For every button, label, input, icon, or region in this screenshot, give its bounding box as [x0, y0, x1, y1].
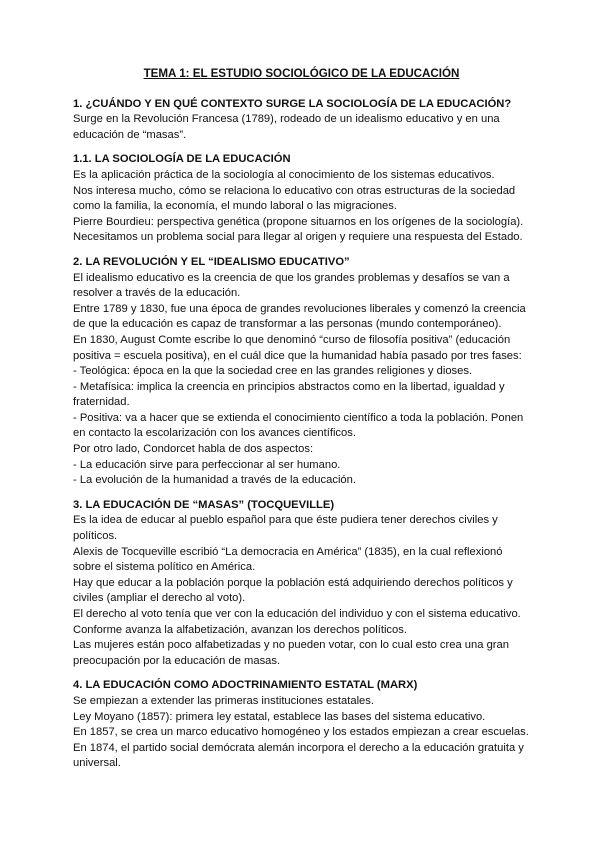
section-heading: 4. LA EDUCACIÓN COMO ADOCTRINAMIENTO ESTATAL (MARX) [73, 679, 418, 692]
section-heading: 1.1. LA SOCIOLOGÍA DE LA EDUCACIÓN [73, 153, 291, 166]
paragraph-line: Ley Moyano (1857): primera ley estatal, establece las bases del sistema educativo. [73, 710, 486, 723]
paragraph-line: sobre el sistema político en América. [73, 561, 256, 574]
paragraph-line: - Teológica: época en la que la sociedad cree en las grandes religiones y dioses. [73, 365, 473, 378]
section-3 [73, 255, 530, 489]
paragraph-line: universal. [73, 757, 121, 770]
paragraph-line: En 1874, el partido social demócrata alemán incorpora el derecho a la educación gratuita y [73, 741, 524, 754]
paragraph-line: Entre 1789 y 1830, fue una época de grandes revoluciones liberales y comenzó la creencia [73, 302, 526, 315]
paragraph-line: como la familia, la economía, el mundo laboral o las migraciones. [73, 200, 397, 213]
paragraph-line: Se empiezan a extender las primeras instituciones estatales. [73, 694, 374, 707]
paragraph-line: Nos interesa mucho, cómo se relaciona lo educativo con otras estructuras de la sociedad [73, 184, 516, 197]
section-5 [73, 678, 530, 772]
paragraph-line: Alexis de Tocqueville escribió “La democracia en América” (1835), en la cual reflexionó [73, 545, 503, 558]
paragraph-line: En 1857, se crea un marco educativo homogéneo y los estados empiezan a crear escuelas. [73, 726, 529, 739]
paragraph-line: positiva = escuela positiva), en el cuál dice que la humanidad había pasado por tres fases: [73, 349, 522, 362]
paragraph-line: resolver a través de la educación. [73, 287, 241, 300]
paragraph-line: - La evolución de la humanidad a través de la educación. [73, 474, 356, 487]
paragraph-line: Surge en la Revolución Francesa (1789), rodeado de un idealismo educativo y en una [73, 113, 500, 126]
paragraph-line: en contacto la escolarización con los avances científicos. [73, 427, 356, 440]
paragraph-line: Pierre Bourdieu: perspectiva genética (propone situarnos en los orígenes de la sociología). [73, 215, 524, 228]
paragraph-line: preocupación por la educación de masas. [73, 654, 281, 667]
document-body [73, 97, 530, 772]
paragraph-line: fraternidad. [73, 396, 130, 409]
section-heading: 1. ¿CUÁNDO Y EN QUÉ CONTEXTO SURGE LA SOCIOLOGÍA DE LA EDUCACIÓN? [73, 97, 512, 110]
paragraph-line: políticos. [73, 530, 118, 543]
paragraph-line: - Metafísica: implica la creencia en principios abstractos como en la libertad, igualdad y [73, 380, 505, 393]
section-1 [73, 97, 530, 144]
paragraph-line: Las mujeres están poco alfabetizadas y no pueden votar, con lo cual esto crea una gran [73, 639, 509, 652]
paragraph-line: Necesitamos un problema social para llegar al origen y requiere una respuesta del Estado. [73, 231, 523, 244]
paragraph-line: El idealismo educativo es la creencia de que los grandes problemas y desafíos se van a [73, 271, 510, 284]
document-title: TEMA 1: EL ESTUDIO SOCIOLÓGICO DE LA EDUCACIÓN [143, 67, 460, 80]
paragraph-line: Por otro lado, Condorcet habla de dos aspectos: [73, 443, 314, 456]
paragraph-line: Conforme avanza la alfabetización, avanzan los derechos políticos. [73, 623, 407, 636]
paragraph-line: educación de “masas”. [73, 128, 187, 141]
paragraph-line: Es la idea de educar al pueblo español para que éste pudiera tener derechos civiles y [73, 514, 498, 527]
paragraph-line: - La educación sirve para perfeccionar al ser humano. [73, 458, 341, 471]
paragraph-line: Hay que educar a la población porque la población está adquiriendo derechos políticos y [73, 576, 513, 589]
paragraph-line: de que la educación es capaz de transformar a las personas (mundo contemporáneo). [73, 318, 502, 331]
paragraph-line: civiles (ampliar el derecho al voto). [73, 592, 246, 605]
section-heading: 2. LA REVOLUCIÓN Y EL “IDEALISMO EDUCATIVO” [73, 255, 350, 268]
paragraph-line: El derecho al voto tenía que ver con la educación del individuo y con el sistema educativo. [73, 608, 521, 620]
paragraph-line: Es la aplicación práctica de la sociología al conocimiento de los sistemas educativos. [73, 168, 495, 181]
section-heading: 3. LA EDUCACIÓN DE “MASAS” (TOCQUEVILLE) [73, 498, 335, 511]
paragraph-line: - Positiva: va a hacer que se extienda el conocimiento científico a toda la población. Ponen [73, 411, 524, 424]
paragraph-line: En 1830, August Comte escribe lo que denominó “curso de filosofía positiva” (educación [73, 333, 511, 346]
section-4 [73, 498, 530, 670]
section-2 [73, 152, 530, 246]
